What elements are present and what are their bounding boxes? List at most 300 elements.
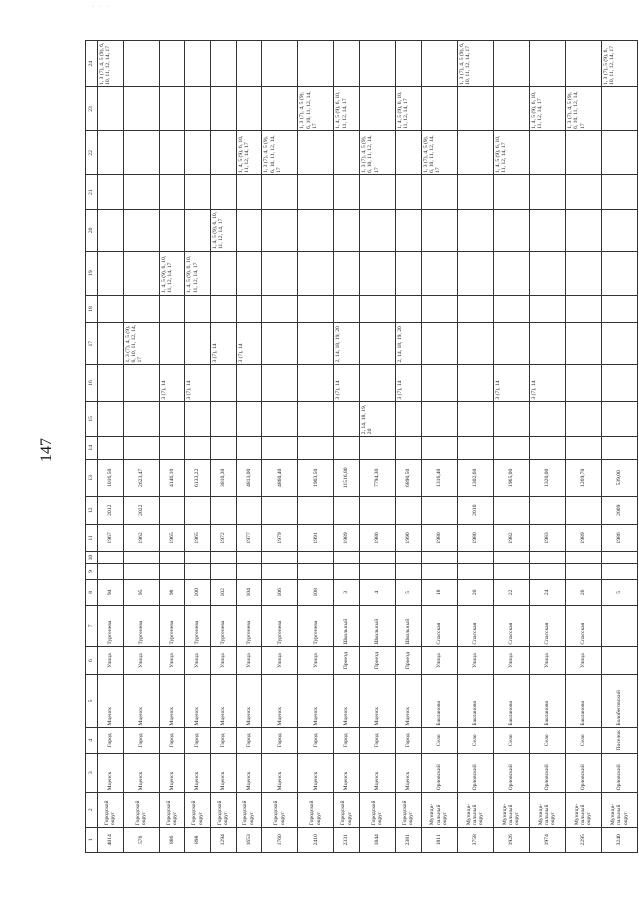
table-cell-col-2: Городской округ: [236, 792, 262, 827]
table-cell-col-11: 1977: [236, 524, 262, 552]
table-cell-col-6: Улица: [298, 647, 334, 675]
table-cell-col-5: Мценск: [123, 674, 159, 727]
table-cell-col-12: [236, 496, 262, 524]
table-cell-col-6: [601, 647, 637, 675]
column-number-20: 20: [86, 210, 98, 252]
table-cell-col-20: [334, 210, 360, 252]
table-cell-col-19: [421, 251, 457, 295]
column-number-21: 21: [86, 175, 98, 210]
table-cell-col-24: [159, 41, 185, 87]
table-cell-col-21: [185, 175, 211, 210]
table-cell-col-9: [529, 563, 565, 579]
table-cell-col-5: Мценск: [98, 674, 124, 727]
table-cell-col-22: 1, 3 (7), 4, 5 (9), 6, 10, 11, 12, 14, 17: [262, 131, 298, 175]
table-cell-col-21: [262, 175, 298, 210]
table-cell-col-17: [262, 323, 298, 365]
column-number-10: 10: [86, 552, 98, 564]
table-cell-col-4: Город: [262, 728, 298, 753]
table-cell-col-12: [493, 496, 529, 524]
table-cell-col-2: Муници-пальный округ: [601, 792, 637, 827]
table-cell-col-16: 3 (7), 14: [529, 365, 565, 402]
table-cell-col-8: 22: [493, 580, 529, 605]
table-cell-col-10: [529, 552, 565, 564]
table-cell-col-4: Село: [493, 728, 529, 753]
table-cell-col-8: 20: [457, 580, 493, 605]
table-cell-col-22: [529, 131, 565, 175]
table-cell-col-12: [359, 496, 395, 524]
table-cell-col-13: 7794,30: [359, 459, 395, 496]
table-cell-col-14: [210, 436, 236, 459]
table-cell-col-10: [123, 552, 159, 564]
table-cell-col-16: [359, 365, 395, 402]
table-cell-col-24: 1, 3 (7), 4, 5 (9), 6, 10, 11, 12, 14, 17: [457, 41, 493, 87]
table-cell-col-12: [529, 496, 565, 524]
table-cell-col-2: Городской округ: [359, 792, 395, 827]
table-cell-col-19: [123, 251, 159, 295]
table-cell-col-13: 539,00: [601, 459, 637, 496]
column-number-18: 18: [86, 295, 98, 323]
table-cell-col-7: Тургенева: [123, 605, 159, 647]
table-cell-col-1: 886: [159, 827, 185, 852]
table-cell-col-16: [421, 365, 457, 402]
table-cell-col-2: Муници-пальный округ: [565, 792, 601, 827]
table-cell-col-18: [159, 295, 185, 323]
table-cell-col-17: [98, 323, 124, 365]
table-cell-col-15: [529, 402, 565, 437]
table-cell-col-17: 2, 14, 18, 19, 20: [334, 323, 360, 365]
table-cell-col-24: [359, 41, 395, 87]
table-cell-col-18: [98, 295, 124, 323]
table-cell-col-3: Мценск: [395, 753, 421, 792]
table-cell-col-10: [359, 552, 395, 564]
table-cell-col-10: [493, 552, 529, 564]
table-cell-col-24: [493, 41, 529, 87]
table-cell-col-2: Городской округ: [98, 792, 124, 827]
table-cell-col-8: 4: [359, 580, 395, 605]
table-cell-col-1: 1844: [359, 827, 395, 852]
table-cell-col-6: Улица: [565, 647, 601, 675]
table-cell-col-24: [529, 41, 565, 87]
table-cell-col-17: 3 (7), 14: [236, 323, 262, 365]
table-cell-col-8: 104: [236, 580, 262, 605]
table-cell-col-5: Мценск: [236, 674, 262, 727]
table-cell-col-17: [601, 323, 637, 365]
table-cell-col-9: [493, 563, 529, 579]
table-cell-col-3: Мценск: [123, 753, 159, 792]
table-cell-col-13: 6890,50: [395, 459, 421, 496]
table-cell-col-19: [334, 251, 360, 295]
table-cell-col-9: [98, 563, 124, 579]
table-cell-col-7: Тургенева: [236, 605, 262, 647]
table-cell-col-20: [601, 210, 637, 252]
table-cell-col-4: Город: [210, 728, 236, 753]
table-row: [298, 41, 334, 853]
table-cell-col-9: [565, 563, 601, 579]
column-number-12: 12: [86, 496, 98, 524]
table-cell-col-7: Тургенева: [210, 605, 236, 647]
table-cell-col-4: Город: [359, 728, 395, 753]
table-cell-col-12: 2010: [457, 496, 493, 524]
table-cell-col-3: Орловский: [493, 753, 529, 792]
table-cell-col-17: [421, 323, 457, 365]
table-cell-col-8: 26: [565, 580, 601, 605]
table-cell-col-11: 1986: [601, 524, 637, 552]
table-cell-col-17: 3 (7), 14: [210, 323, 236, 365]
table-cell-col-12: [421, 496, 457, 524]
table-cell-col-5: Мценск: [185, 674, 211, 727]
table-row: [421, 41, 457, 853]
table-cell-col-14: [529, 436, 565, 459]
table-cell-col-12: [565, 496, 601, 524]
table-cell-col-10: [98, 552, 124, 564]
column-number-17: 17: [86, 323, 98, 365]
table-cell-col-14: [98, 436, 124, 459]
table-cell-col-16: 3 (7), 14: [159, 365, 185, 402]
table-cell-col-12: 2012: [98, 496, 124, 524]
table-cell-col-16: [298, 365, 334, 402]
table-cell-col-20: [123, 210, 159, 252]
table-cell-col-11: 1980: [421, 524, 457, 552]
table-cell-col-23: 1, 4, 5 (9), 6, 10, 11, 12, 14, 17: [529, 87, 565, 131]
table-cell-col-11: 1962: [123, 524, 159, 552]
table-cell-col-1: 2331: [334, 827, 360, 852]
table-cell-col-7: Спасская: [457, 605, 493, 647]
table-cell-col-23: [421, 87, 457, 131]
table-cell-col-5: Мценск: [359, 674, 395, 727]
table-cell-col-4: Село: [565, 728, 601, 753]
table-cell-col-4: Город: [236, 728, 262, 753]
table-cell-col-13: 3810,30: [210, 459, 236, 496]
table-cell-col-7: Спасская: [565, 605, 601, 647]
table-cell-col-16: [601, 365, 637, 402]
table-cell-col-18: [359, 295, 395, 323]
table-cell-col-16: [210, 365, 236, 402]
table-cell-col-14: [395, 436, 421, 459]
table-cell-col-15: [236, 402, 262, 437]
table-cell-col-8: 108: [298, 580, 334, 605]
table-cell-col-22: 1, 3 (7), 4, 5 (9), 6, 10, 11, 12, 14, 17: [359, 131, 395, 175]
column-number-19: 19: [86, 251, 98, 295]
table-cell-col-2: Городской округ: [298, 792, 334, 827]
table-cell-col-22: [457, 131, 493, 175]
table-cell-col-10: [565, 552, 601, 564]
table-cell-col-16: [565, 365, 601, 402]
rotated-table-frame: [85, 40, 638, 853]
table-row: [123, 41, 159, 853]
table-cell-col-23: [98, 87, 124, 131]
column-number-24: 24: [86, 41, 98, 87]
table-cell-col-9: [298, 563, 334, 579]
table-cell-col-18: [262, 295, 298, 323]
table-cell-col-1: 1760: [262, 827, 298, 852]
table-cell-col-16: [236, 365, 262, 402]
table-cell-col-20: [493, 210, 529, 252]
table-cell-col-21: [359, 175, 395, 210]
table-cell-col-18: [236, 295, 262, 323]
table-cell-col-9: [185, 563, 211, 579]
table-row: [493, 41, 529, 853]
table-cell-col-16: [123, 365, 159, 402]
table-cell-col-15: [123, 402, 159, 437]
table-cell-col-1: 898: [185, 827, 211, 852]
table-cell-col-10: [334, 552, 360, 564]
table-cell-col-8: 102: [210, 580, 236, 605]
table-cell-col-12: [185, 496, 211, 524]
table-cell-col-14: [298, 436, 334, 459]
table-cell-col-17: [185, 323, 211, 365]
scan-speck: · · ·: [92, 4, 111, 10]
table-row: [529, 41, 565, 853]
table-cell-col-7: Тургенева: [159, 605, 185, 647]
column-number-15: 15: [86, 402, 98, 437]
page-number: 147: [38, 438, 55, 462]
table-cell-col-19: [236, 251, 262, 295]
table-cell-col-7: Тургенева: [262, 605, 298, 647]
table-cell-col-10: [159, 552, 185, 564]
table-cell-col-4: Село: [457, 728, 493, 753]
table-cell-col-23: [159, 87, 185, 131]
table-cell-col-21: [565, 175, 601, 210]
table-cell-col-1: 3240: [601, 827, 637, 852]
table-cell-col-2: Городской округ: [262, 792, 298, 827]
table-cell-col-10: [262, 552, 298, 564]
column-number-4: 4: [86, 728, 98, 753]
table-cell-col-15: [601, 402, 637, 437]
table-cell-col-16: [262, 365, 298, 402]
table-cell-col-5: Мценск: [159, 674, 185, 727]
table-cell-col-18: [421, 295, 457, 323]
table-cell-col-7: Школьный: [359, 605, 395, 647]
table-cell-col-21: [395, 175, 421, 210]
column-number-23: 23: [86, 87, 98, 131]
table-cell-col-17: [529, 323, 565, 365]
table-cell-col-7: Школьный: [334, 605, 360, 647]
table-cell-col-10: [210, 552, 236, 564]
table-cell-col-15: [185, 402, 211, 437]
table-cell-col-3: Орловский: [421, 753, 457, 792]
table-row: [236, 41, 262, 853]
table-cell-col-13: 4146,10: [159, 459, 185, 496]
table-cell-col-23: [359, 87, 395, 131]
table-cell-col-9: [601, 563, 637, 579]
table-cell-col-3: Мценск: [210, 753, 236, 792]
table-cell-col-14: [493, 436, 529, 459]
table-cell-col-24: [334, 41, 360, 87]
table-cell-col-14: [236, 436, 262, 459]
table-row: [262, 41, 298, 853]
table-cell-col-1: 2410: [298, 827, 334, 852]
housing-register-table: [85, 40, 638, 853]
table-cell-col-18: [493, 295, 529, 323]
table-cell-col-18: [334, 295, 360, 323]
table-cell-col-9: [421, 563, 457, 579]
table-cell-col-23: 1, 4, 5 (9), 6, 10, 11, 12, 14, 17: [334, 87, 360, 131]
table-cell-col-6: Проезд: [334, 647, 360, 675]
table-cell-col-21: [123, 175, 159, 210]
table-cell-col-1: 1294: [210, 827, 236, 852]
table-cell-col-3: Мценск: [98, 753, 124, 792]
table-cell-col-18: [601, 295, 637, 323]
table-cell-col-9: [210, 563, 236, 579]
table-cell-col-24: [262, 41, 298, 87]
table-cell-col-1: 1653: [236, 827, 262, 852]
table-cell-col-20: 1, 4, 5 (9), 6, 10, 11, 12, 14, 17: [210, 210, 236, 252]
table-cell-col-7: Спасская: [421, 605, 457, 647]
table-cell-col-22: 1, 4, 5 (9), 6, 10, 11, 12, 14, 17: [236, 131, 262, 175]
table-cell-col-19: [457, 251, 493, 295]
table-cell-col-9: [395, 563, 421, 579]
table-cell-col-6: Улица: [493, 647, 529, 675]
table-cell-col-1: 3758: [457, 827, 493, 852]
table-cell-col-16: 3 (7), 14: [395, 365, 421, 402]
table-cell-col-3: Мценск: [185, 753, 211, 792]
table-cell-col-20: [457, 210, 493, 252]
column-number-16: 16: [86, 365, 98, 402]
table-cell-col-23: [123, 87, 159, 131]
table-cell-col-17: [565, 323, 601, 365]
table-cell-col-13: 1016,50: [98, 459, 124, 496]
table-cell-col-4: Город: [334, 728, 360, 753]
table-cell-col-23: [236, 87, 262, 131]
table-cell-col-24: [123, 41, 159, 87]
table-row: [359, 41, 395, 853]
table-cell-col-5: Бакланово: [493, 674, 529, 727]
table-cell-col-18: [210, 295, 236, 323]
table-cell-col-14: [185, 436, 211, 459]
table-cell-col-6: Улица: [457, 647, 493, 675]
table-cell-col-13: 1965,00: [493, 459, 529, 496]
table-row: [210, 41, 236, 853]
table-cell-col-20: [529, 210, 565, 252]
table-cell-col-5: Болобеговский: [601, 674, 637, 727]
table-cell-col-2: Городской округ: [395, 792, 421, 827]
table-cell-col-6: Улица: [210, 647, 236, 675]
table-cell-col-21: [493, 175, 529, 210]
table-cell-col-21: [529, 175, 565, 210]
table-wrapper: [85, 40, 638, 853]
table-cell-col-19: [359, 251, 395, 295]
table-cell-col-19: [493, 251, 529, 295]
table-cell-col-19: [210, 251, 236, 295]
table-cell-col-12: [210, 496, 236, 524]
table-cell-col-18: [529, 295, 565, 323]
table-row: [185, 41, 211, 853]
table-cell-col-7: [601, 605, 637, 647]
table-cell-col-17: [159, 323, 185, 365]
table-cell-col-8: 100: [185, 580, 211, 605]
table-cell-col-11: 1980: [457, 524, 493, 552]
table-cell-col-24: [565, 41, 601, 87]
column-number-2: 2: [86, 792, 98, 827]
table-cell-col-10: [185, 552, 211, 564]
table-cell-col-20: [236, 210, 262, 252]
table-cell-col-6: Улица: [98, 647, 124, 675]
table-cell-col-17: [298, 323, 334, 365]
table-cell-col-2: Городской округ: [210, 792, 236, 827]
table-cell-col-4: Город: [395, 728, 421, 753]
table-cell-col-10: [395, 552, 421, 564]
table-cell-col-10: [457, 552, 493, 564]
table-cell-col-23: 1, 3 (7), 4, 5 (9), 6, 10, 11, 12, 14, 17: [298, 87, 334, 131]
table-cell-col-14: [159, 436, 185, 459]
table-cell-col-9: [359, 563, 395, 579]
table-cell-col-13: 4813,00: [236, 459, 262, 496]
table-cell-col-12: [298, 496, 334, 524]
column-number-5: 5: [86, 674, 98, 727]
table-cell-col-22: [395, 131, 421, 175]
table-cell-col-14: [262, 436, 298, 459]
table-cell-col-22: [185, 131, 211, 175]
table-cell-col-3: Орловский: [529, 753, 565, 792]
table-cell-col-21: [159, 175, 185, 210]
table-cell-col-5: Бакланово: [457, 674, 493, 727]
table-cell-col-3: Орловский: [457, 753, 493, 792]
table-cell-col-2: Городской округ: [123, 792, 159, 827]
table-cell-col-7: Тургенева: [98, 605, 124, 647]
table-cell-col-7: Спасская: [529, 605, 565, 647]
table-cell-col-1: 2381: [395, 827, 421, 852]
table-cell-col-24: [395, 41, 421, 87]
table-cell-col-3: Мценск: [236, 753, 262, 792]
table-cell-col-17: [359, 323, 395, 365]
table-row: [334, 41, 360, 853]
table-cell-col-20: [359, 210, 395, 252]
table-cell-col-6: Проезд: [359, 647, 395, 675]
table-cell-col-3: Мценск: [359, 753, 395, 792]
table-cell-col-14: [334, 436, 360, 459]
table-cell-col-19: [395, 251, 421, 295]
table-cell-col-24: [185, 41, 211, 87]
table-cell-col-24: [421, 41, 457, 87]
table-cell-col-2: Муници-пальный округ: [421, 792, 457, 827]
table-cell-col-8: 18: [421, 580, 457, 605]
table-cell-col-10: [601, 552, 637, 564]
table-cell-col-6: Улица: [529, 647, 565, 675]
table-cell-col-8: 98: [159, 580, 185, 605]
table-cell-col-11: 1965: [185, 524, 211, 552]
table-cell-col-20: [395, 210, 421, 252]
table-cell-col-21: [236, 175, 262, 210]
table-cell-col-1: 1926: [493, 827, 529, 852]
table-cell-col-11: 1965: [159, 524, 185, 552]
table-cell-col-1: 1974: [529, 827, 565, 852]
table-cell-col-17: 2, 14, 18, 19, 20: [395, 323, 421, 365]
table-cell-col-12: [159, 496, 185, 524]
table-cell-col-15: [262, 402, 298, 437]
column-number-8: 8: [86, 580, 98, 605]
table-cell-col-22: [334, 131, 360, 175]
table-cell-col-3: Орловский: [601, 753, 637, 792]
table-cell-col-3: Мценск: [334, 753, 360, 792]
table-cell-col-4: Город: [123, 728, 159, 753]
table-cell-col-12: [262, 496, 298, 524]
table-cell-col-6: Улица: [123, 647, 159, 675]
table-cell-col-10: [298, 552, 334, 564]
table-cell-col-3: Орловский: [565, 753, 601, 792]
table-cell-col-11: 1983: [529, 524, 565, 552]
table-cell-col-9: [457, 563, 493, 579]
table-cell-col-16: 3 (7), 14: [334, 365, 360, 402]
table-cell-col-12: [334, 496, 360, 524]
table-cell-col-21: [421, 175, 457, 210]
table-cell-col-1: 2295: [565, 827, 601, 852]
table-cell-col-5: Бакланово: [565, 674, 601, 727]
table-cell-col-6: Улица: [421, 647, 457, 675]
column-number-22: 22: [86, 131, 98, 175]
table-cell-col-17: [457, 323, 493, 365]
table-cell-col-10: [236, 552, 262, 564]
table-cell-col-11: 1991: [298, 524, 334, 552]
